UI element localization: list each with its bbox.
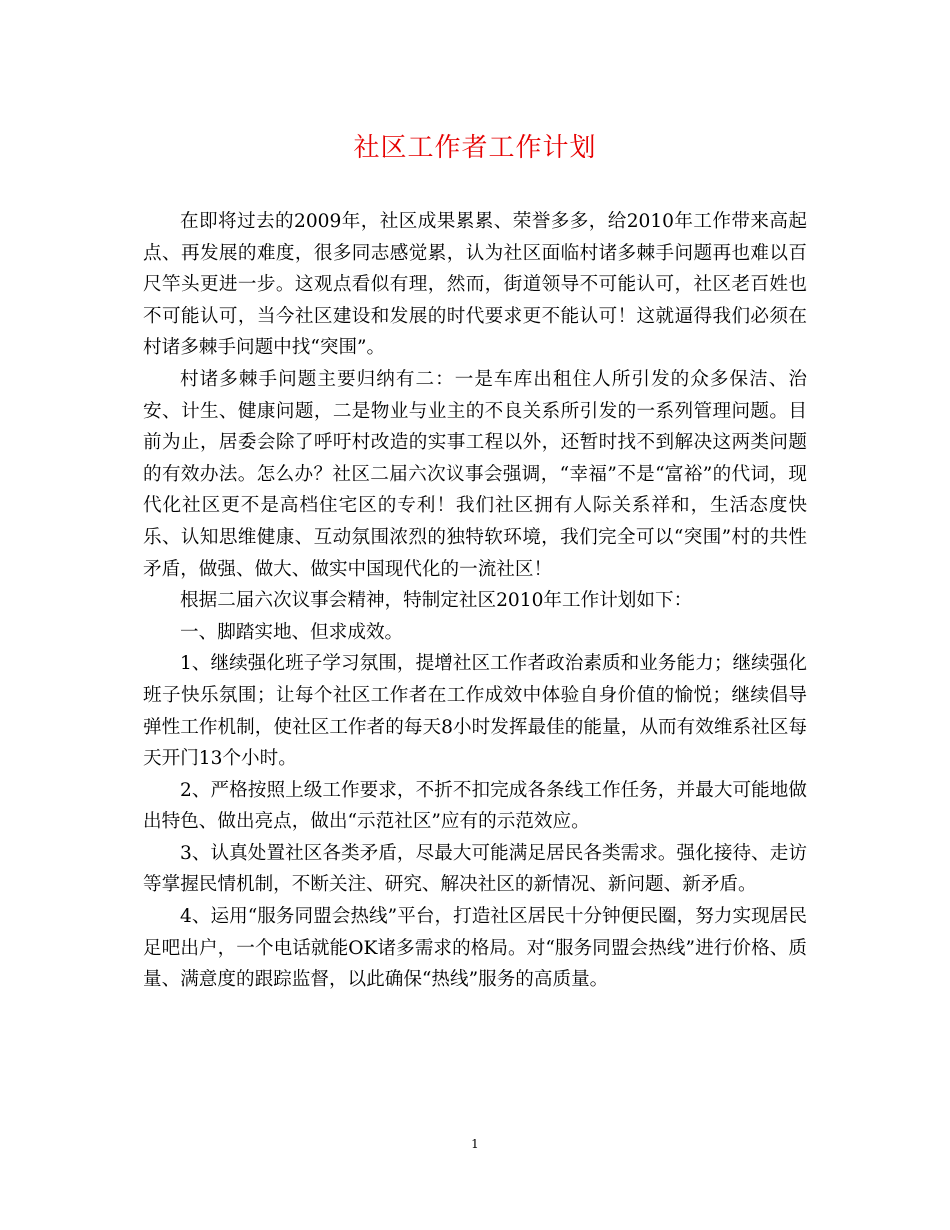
list-item-4: 4、运用“服务同盟会热线”平台，打造社区居民十分钟便民圈，努力实现居民足吧出户，一个电话就能OK诸多需求的格局。对“服务同盟会热线”进行价格、质量、满意度的跟踪监督，以此确保“热线”服务的高质量。	[143, 906, 807, 991]
document-body	[143, 206, 807, 996]
list-item-1: 1、继续强化班子学习氛围，提增社区工作者政治素质和业务能力；继续强化班子快乐氛围；让每个社区工作者在工作成效中体验自身价值的愉悦；继续倡导弹性工作机制，使社区工作者的每天8小时发挥最佳的能量，从而有效维系社区每天开门13个小时。	[143, 653, 807, 770]
list-item-2: 2、严格按照上级工作要求，不折不扣完成各条线工作任务，并最大可能地做出特色、做出亮点，做出“示范社区”应有的示范效应。	[143, 779, 807, 833]
page-number: 1	[471, 1137, 479, 1151]
section-heading-1: 一、脚踏实地、但求成效。	[180, 621, 404, 643]
list-item-3: 3、认真处置社区各类矛盾，尽最大可能满足居民各类需求。强化接待、走访等掌握民情机制，不断关注、研究、解决社区的新情况、新问题、新矛盾。	[143, 842, 807, 896]
document-title: 社区工作者工作计划	[353, 133, 597, 163]
paragraph-plan-intro: 根据二届六次议事会精神，特制定社区2010年工作计划如下：	[180, 590, 693, 612]
paragraph-intro: 在即将过去的2009年，社区成果累累、荣誉多多，给2010年工作带来高起点、再发展的难度，很多同志感觉累，认为社区面临村诸多棘手问题再也难以百尺竿头更进一步。这观点看似有理，然而，街道领导不可能认可，社区老百姓也不可能认可，当今社区建设和发展的时代要求更不能认可！这就逼得我们必须在村诸多棘手问题中找“突围”。	[143, 211, 807, 359]
paragraph-problems: 村诸多棘手问题主要归纳有二：一是车库出租住人所引发的众多保洁、治安、计生、健康问题，二是物业与业主的不良关系所引发的一系列管理问题。目前为止，居委会除了呼吁村改造的实事工程以外，还暂时找不到解决这两类问题的有效办法。怎么办？社区二届六次议事会强调，“幸福”不是“富裕”的代词，现代化社区更不是高档住宅区的专利！我们社区拥有人际关系祥和，生活态度快乐、认知思维健康、互动氛围浓烈的独特软环境，我们完全可以“突围”村的共性矛盾，做强、做大、做实中国现代化的一流社区！	[143, 368, 807, 580]
